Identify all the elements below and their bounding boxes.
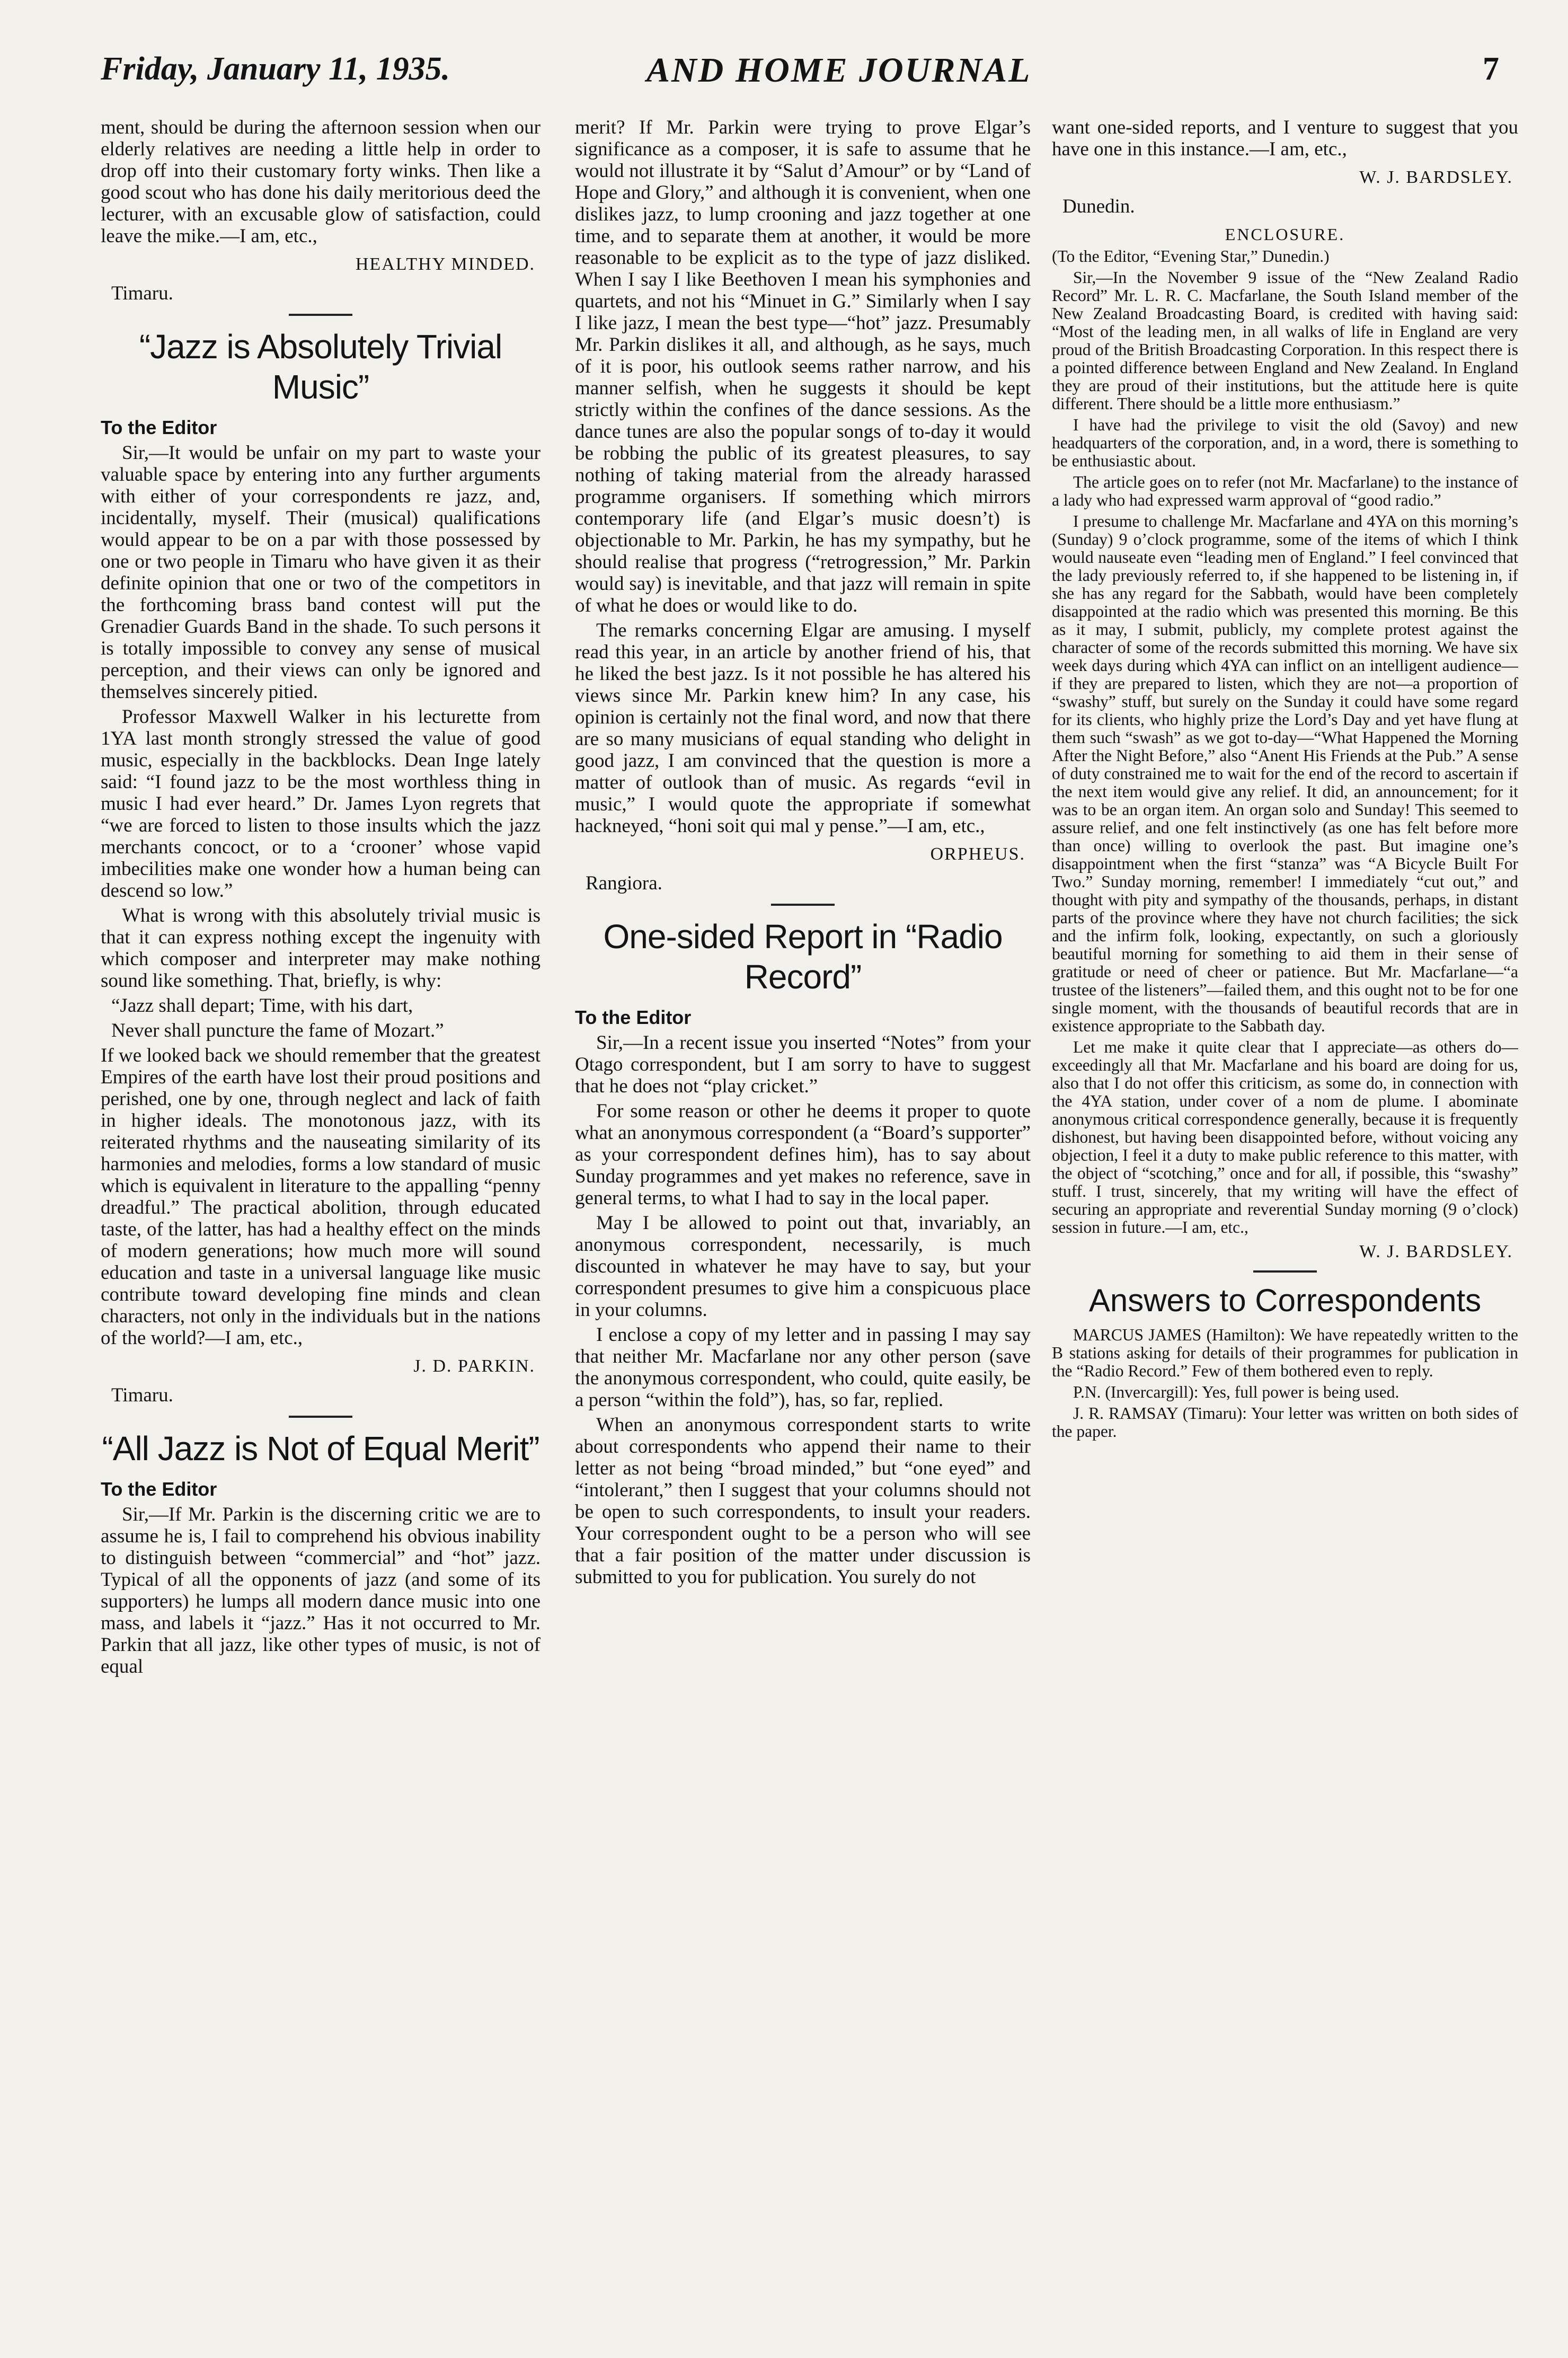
poem-quote: [101, 995, 541, 1041]
letter-paragraph: Sir,—If Mr. Parkin is the discerning critic we are to assume he is, I fail to comprehend his obvious inability to distinguish between “commercial” and “hot” jazz. Typical of all the opponents of jazz (and some of its supporters) he lumps all modern dance music into one mass, and labels it “jazz.” Has it not occurred to Mr. Parkin that all jazz, like other types of music, is not of equal: [101, 1504, 541, 1677]
enclosure-paragraph: The article goes on to refer (not Mr. Macfarlane) to the instance of a lady who had expressed warm approval of “good radio.”: [1052, 473, 1518, 509]
letter-signature: HEALTHY MINDED.: [355, 254, 535, 274]
letter-place: Timaru.: [111, 1384, 173, 1406]
to-the-editor: To the Editor: [101, 1478, 217, 1500]
letter-paragraph: Professor Maxwell Walker in his lecturette from 1YA last month strongly stressed the value of good music, especially in the backblocks. Dean Inge lately said: “I found jazz to be the most worthless thing in music I had ever heard.” Dr. James Lyon regrets that “we are forced to listen to those insults which the jazz merchants concoct, or to a ‘crooner’ whose vapid imbecilities make one wonder how a human being can descend so low.”: [101, 706, 541, 902]
letter-paragraph: Sir,—It would be unfair on my part to waste your valuable space by entering into any further arguments with either of your correspondents re jazz, and, incidentally, myself. Their (musical) qualifications would appear to be on a par with those possessed by one or two people in Timaru who have given it as their definite opinion that one or two of the competitors in the forthcoming brass band contest will put the Grenadier Guards Band in the shade. To such persons it is totally impossible to convey any sense of musical perception, and their views can only be ignored and themselves sincerely pitied.: [101, 442, 541, 703]
enclosure-paragraph: I presume to challenge Mr. Macfarlane and 4YA on this morning’s (Sunday) 9 o’clock programme, some of the items of which I think would nauseate even “leading men of England.” I feel convinced that the lady previously referred to, if she happened to be listening in, if she has any regard for the Sabbath, would have been completely disappointed at the radio which was presented this morning. Be this as it may, I submit, publicly, my complete protest against the character of some of the records submitted this morning. We have six week days during which 4YA can inflict on an intelligent audience—if they are prepared to listen, which they are not—a proportion of “swashy” stuff, but surely on the Sunday it could have some regard for its clients, who highly prize the Lord’s Day and yet have flung at them such “swash” as we got to-day—“What Happened the Morning After the Night Before,” also “Anent His Friends at the Pub.” A sense of duty constrained me to wait for the end of the record to ascertain if the next item would give any relief. It did, an announcement; for it was to be an organ item. An organ solo and Sunday! This seemed to assure relief, and one felt instinctively (as one has felt before more than once) willing to overlook the past. But imagine one’s disappointment when the first “stanza” was “A Bicycle Built For Two.” Sunday morning, remember! I immediately “cut out,” and thought with pity and sympathy of the thousands, perhaps, in distant parts of the province where they have not church facilities; the sick and the infirm folk, looking, expectantly, on such a gloriously beautiful morning for something to aid them in their sense of gratitude or need of cheer or patience. But Mr. Macfarlane—“a trustee of the listeners”—failed them, and this ought not to be for one single moment, with the thousands of beautiful records that are in existence appropriate to the Sabbath day.: [1052, 512, 1518, 1035]
continued-letter-text: ment, should be during the afternoon session when our elderly relatives are needing a little help in order to drop off into their customary forty winks. Then like a good scout who has done his daily meritorious deed the lecturer, with an excusable glow of satisfaction, could leave the mike.—I am, etc.,: [101, 117, 541, 247]
letter-headline: “All Jazz is Not of Equal Merit”: [102, 1429, 539, 1468]
letter-paragraph: When an anonymous correspondent starts to write about correspondents who append their name to their letter as not being “broad minded,” but “one eyed” and “intolerant,” then I suggest that your columns should not be open to such correspondents, to insult your readers. Your correspondent ought to be a person who will see that a fair position of the matter under discussion is submitted to you for publication. You surely do not: [575, 1414, 1031, 1588]
poem-line: Never shall puncture the fame of Mozart.”: [111, 1020, 444, 1041]
enclosure-heading: ENCLOSURE.: [1225, 225, 1345, 244]
letter-paragraph: If we looked back we should remember that the greatest Empires of the earth have lost their proud positions and perished, one by one, through neglect and lack of faith in higher ideals. The monotonous jazz, with its reiterated rhythms and the nauseating similarity of its harmonies and melodies, forms a low standard of music which is equivalent in literature to the appalling “penny dreadful.” The practical abolition, through educated taste, of the latter, has had a healthy effect on the minds of modern generations; how much more will sound education and taste in a universal language like music contribute toward developing fine minds and clean characters, not only in the individuals but in the nations of the world?—I am, etc.,: [101, 1045, 541, 1349]
letter-paragraph: I enclose a copy of my letter and in passing I may say that neither Mr. Macfarlane nor any other person (save the anonymous correspondent, who could, quite easily, be a person “within the fold”), has, so far, replied.: [575, 1324, 1031, 1411]
column-1: [101, 117, 541, 2326]
letter-paragraph: What is wrong with this absolutely trivial music is that it can express nothing except the ingenuity with which composer and interpreter may make nothing sound like something. That, briefly, is why:: [101, 905, 541, 992]
letter-paragraph: Sir,—In a recent issue you inserted “Notes” from your Otago correspondent, but I am sorry to have to suggest that he does not “play cricket.”: [575, 1032, 1031, 1097]
masthead-title: AND HOME JOURNAL: [646, 51, 1032, 90]
letter-signature: W. J. BARDSLEY.: [1359, 167, 1513, 187]
letter-paragraph: For some reason or other he deems it proper to quote what an anonymous correspondent (a “Board’s supporter” as your correspondent defines him), has to say about Sunday programmes and yet makes no reference, save in general terms, to what I had to say in the local paper.: [575, 1100, 1031, 1209]
issue-date: Friday, January 11, 1935.: [101, 51, 450, 87]
page-number: 7: [1483, 51, 1499, 87]
letter-paragraph: The remarks concerning Elgar are amusing. I myself read this year, in an article by another friend of his, that he liked the best jazz. Is it not possible he has altered his views since Mr. Parkin knew him? In any case, his opinion is certainly not the final word, and now that there are so many musicians of equal standing who delight in good jazz, I am convinced that the question is more a matter of outlook than of music. As regards “evil in music,” I would quote the appropriate if somewhat hackneyed, “honi soit qui mal y pense.”—I am, etc.,: [575, 620, 1031, 837]
to-the-editor: To the Editor: [575, 1006, 692, 1028]
page-header: [101, 50, 1499, 93]
section-divider: [1253, 1270, 1317, 1273]
enclosure-paragraph: I have had the privilege to visit the old (Savoy) and new headquarters of the corporation, and, in a word, there is something to be enthusiastic about.: [1052, 416, 1518, 470]
enclosure-paragraph: (To the Editor, “Evening Star,” Dunedin.): [1052, 247, 1330, 266]
enclosure-paragraph: Sir,—In the November 9 issue of the “New Zealand Radio Record” Mr. L. R. C. Macfarlane, the South Island member of the New Zealand Broadcasting Board, is credited with having said: “Most of the leading men, in all walks of life in England are very proud of the British Broadcasting Corporation. In this respect there is a pointed difference between England and New Zealand. In England they are proud of their institutions, but the attitude here is quite different. There should be a little more enthusiasm.”: [1052, 268, 1518, 413]
answer-item: J. R. RAMSAY (Timaru): Your letter was written on both sides of the paper.: [1052, 1404, 1518, 1441]
answer-item: MARCUS JAMES (Hamilton): We have repeatedly written to the B stations asking for details of their programmes for publication in the “Radio Record.” Few of them bothered even to reply.: [1052, 1326, 1518, 1380]
letter-headline: One-sided Report in “Radio Record”: [603, 917, 1003, 996]
section-divider: [289, 314, 352, 316]
to-the-editor: To the Editor: [101, 417, 217, 438]
letter-paragraph: want one-sided reports, and I venture to suggest that you have one in this instance.—I am, etc.,: [1052, 117, 1518, 160]
answers-heading: Answers to Correspondents: [1088, 1283, 1482, 1318]
letter-paragraph: May I be allowed to point out that, invariably, an anonymous correspondent, necessarily, is much discounted in whatever he may have to say, but your correspondent presumes to give him a conspicuous place in your columns.: [575, 1212, 1031, 1321]
letter-paragraph: merit? If Mr. Parkin were trying to prove Elgar’s significance as a composer, it is safe to assume that he would not illustrate it by “Salut d’Amour” or by “Land of Hope and Glory,” and although it is convenient, when one dislikes jazz, to lump crooning and jazz together at one time, and to separate them at another, it would be more reasonable to be explicit as to the type of jazz disliked. When I say I like Beethoven I mean his symphonies and quartets, and not his “Minuet in G.” Similarly when I say I like jazz, I mean the best type—“hot” jazz. Presumably Mr. Parkin dislikes it all, and although, as he says, much of it is poor, his outlook seems rather narrow, and his manner selfish, when he suggests it should be kept strictly within the confines of the dance sessions. As the dance tunes are also the popular songs of to-day it would be robbing the public of its greatest pleasures, to say nothing of taking material from the already harassed programme organisers. If something which mirrors contemporary life (and Elgar’s music doesn’t) is objectionable to Mr. Parkin, he has my sympathy, but he should realise that progress (“retrogression,” Mr. Parkin would say) is inevitable, and that jazz will remain in spite of what he does or would like to do.: [575, 117, 1031, 616]
letter-place: Dunedin.: [1062, 196, 1135, 217]
section-divider: [771, 904, 835, 906]
section-divider: [289, 1416, 352, 1418]
enclosure-letter: [1052, 248, 1518, 1261]
letter-signature: W. J. BARDSLEY.: [1359, 1242, 1513, 1261]
enclosure-paragraph: Let me make it quite clear that I appreciate—as others do—exceedingly all that Mr. Macfarlane and his board are doing for us, also that I do not offer this criticism, as some do, in connection with the 4YA station, under cover of a nom de plume. I abominate anonymous critical correspondence generally, because it is frequently dishonest, but having been disappointed before, without voicing any objection, I feel it a duty to make public reference to this matter, with the object of “scotching,” once and for all, if possible, this “swashy” stuff. I trust, sincerely, that my writing will have the effect of securing an appropriate and reverential Sunday morning (9 o’clock) session in future.—I am, etc.,: [1052, 1038, 1518, 1237]
column-3: [1052, 117, 1518, 2326]
letter-place: Timaru.: [111, 282, 173, 304]
answers-list: [1052, 1326, 1518, 1441]
poem-line: “Jazz shall depart; Time, with his dart,: [111, 995, 413, 1017]
letter-signature: J. D. PARKIN.: [413, 1356, 535, 1376]
letter-place: Rangiora.: [586, 872, 662, 894]
letter-signature: ORPHEUS.: [930, 844, 1025, 864]
answer-item: P.N. (Invercargill): Yes, full power is being used.: [1073, 1383, 1399, 1401]
column-2: [575, 117, 1031, 2326]
letter-headline: “Jazz is Absolutely Trivial Music”: [139, 328, 502, 406]
